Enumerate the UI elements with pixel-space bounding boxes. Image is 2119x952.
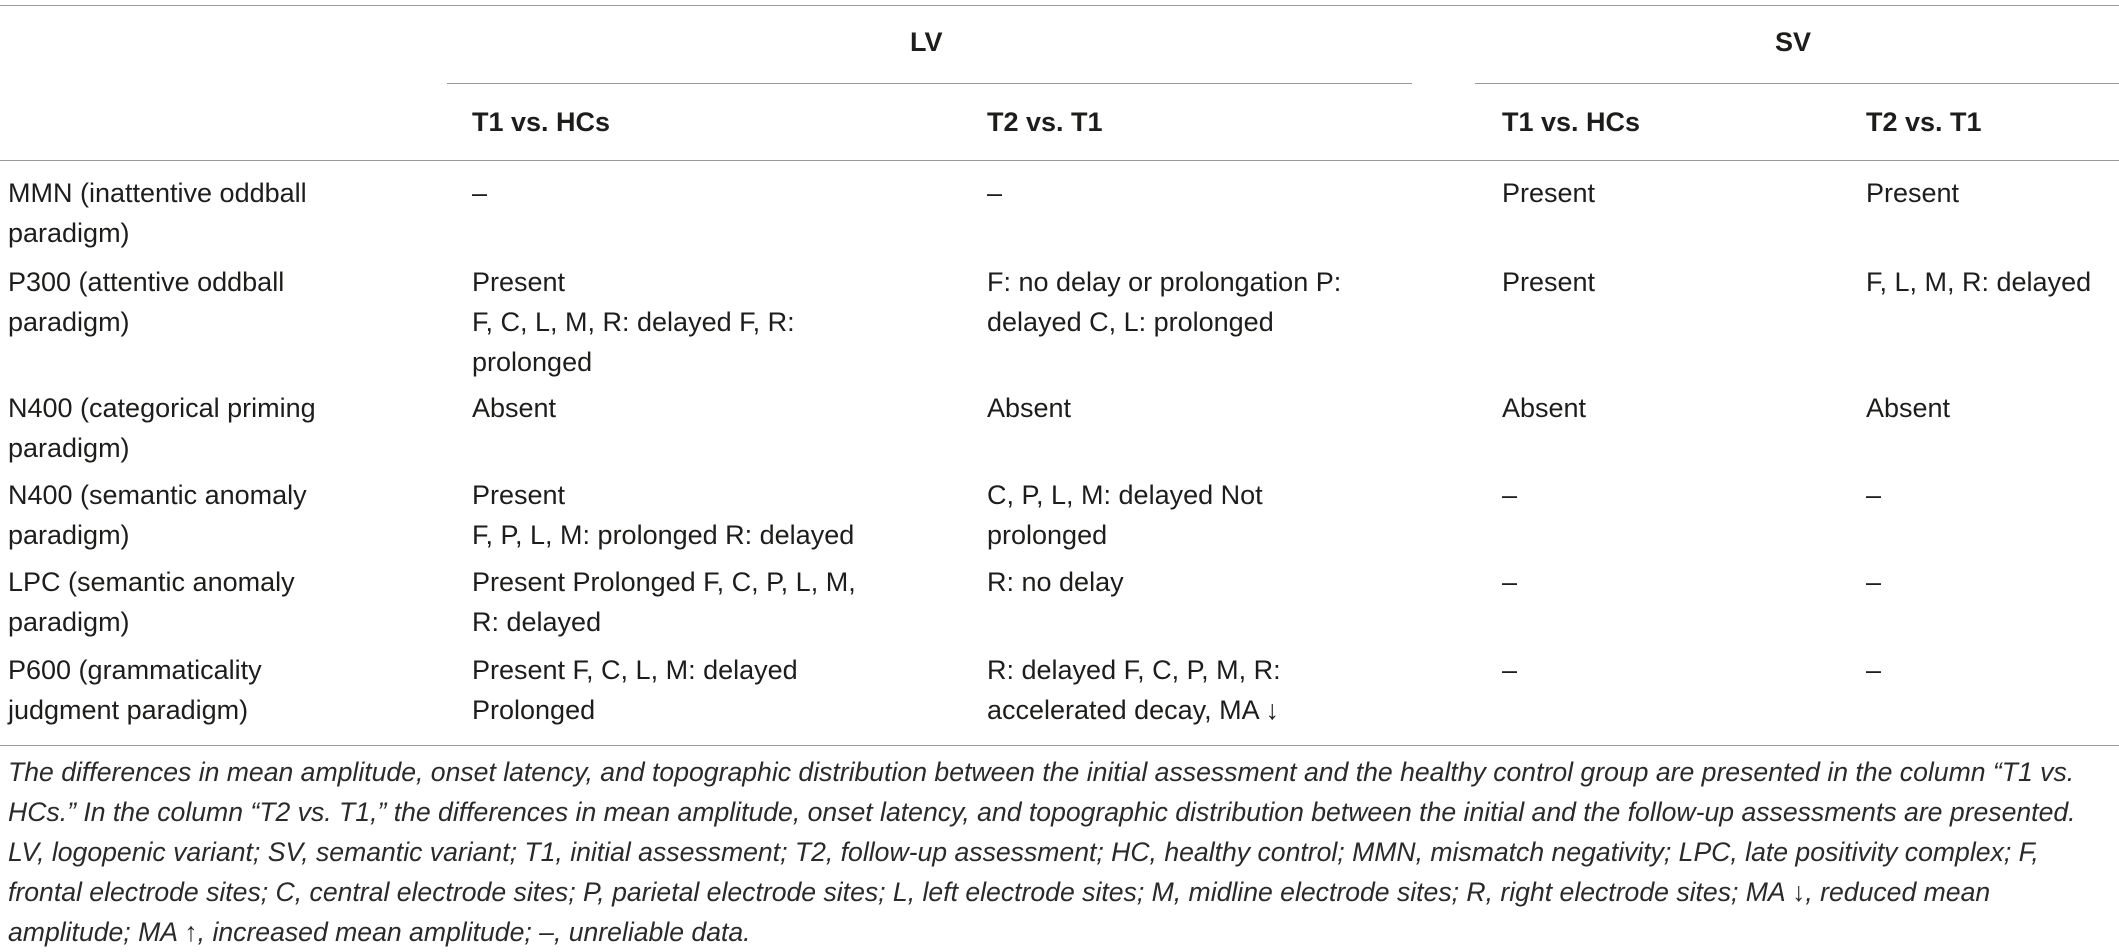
- row-label-n400-semantic: N400 (semantic anomaly paradigm): [8, 480, 307, 550]
- table-footnote: The differences in mean amplitude, onset latency, and topographic distribution between the initial assessment and the healthy control group are presented in the column “T1 vs. HCs.” In the column “T2 vs. T1,” the differences in mean amplitude, onset latency, and topographic distribution between the initial and the follow-up assessments are presented. LV, logopenic variant; SV, semantic variant; T1, initial assessment; T2, follow-up assessment; HC, healthy control; MMN, mismatch negativity; LPC, late positivity complex; F, frontal electrode sites; C, central electrode sites; P, parietal electrode sites; L, left electrode sites; M, midline electrode sites; R, right electrode sites; MA ↓, reduced mean amplitude; MA ↑, increased mean amplitude; –, unreliable data.: [8, 757, 2076, 947]
- cell-n400-sem-sv-t1-vs-hcs: –: [1502, 480, 1518, 510]
- column-header-sv-t2-vs-t1: T2 vs. T1: [1866, 107, 1982, 137]
- cell-lpc-lv-t1-vs-hcs: Present Prolonged F, C, P, L, M, R: delayed: [472, 567, 856, 637]
- cell-mmn-sv-t1-vs-hcs: Present: [1502, 178, 1596, 208]
- row-label-lpc: LPC (semantic anomaly paradigm): [8, 567, 295, 637]
- column-header-lv-t2-vs-t1: T2 vs. T1: [987, 107, 1103, 137]
- cell-p600-lv-t2-vs-t1: R: delayed F, C, P, M, R: accelerated decay, MA ↓: [987, 655, 1281, 725]
- cell-n400-sem-lv-t2-vs-t1: C, P, L, M: delayed Not prolonged: [987, 480, 1263, 550]
- cell-p300-sv-t1-vs-hcs: Present: [1502, 267, 1596, 297]
- cell-n400-cat-sv-t1-vs-hcs: Absent: [1502, 393, 1587, 423]
- cell-mmn-lv-t2-vs-t1: –: [987, 178, 1003, 208]
- cell-lpc-lv-t2-vs-t1: R: no delay: [987, 567, 1124, 597]
- cell-n400-sem-lv-t1-vs-hcs: Present F, P, L, M: prolonged R: delayed: [472, 480, 855, 550]
- cell-n400-cat-lv-t2-vs-t1: Absent: [987, 393, 1072, 423]
- column-header-sv-t1-vs-hcs: T1 vs. HCs: [1502, 107, 1641, 137]
- sv-group-underline: [1475, 83, 2119, 84]
- header-bottom-rule: [0, 160, 2119, 161]
- cell-p300-lv-t2-vs-t1: F: no delay or prolongation P: delayed C, L: prolonged: [987, 267, 1342, 337]
- cell-p300-sv-t2-vs-t1: F, L, M, R: delayed: [1866, 267, 2092, 297]
- table-bottom-rule: [0, 745, 2119, 746]
- row-label-p300: P300 (attentive oddball paradigm): [8, 267, 285, 337]
- cell-lpc-sv-t2-vs-t1: –: [1866, 567, 1882, 597]
- table-top-rule: [0, 5, 2119, 6]
- cell-p600-sv-t1-vs-hcs: –: [1502, 655, 1518, 685]
- group-header-lv: LV: [910, 27, 943, 57]
- lv-group-underline: [447, 83, 1412, 84]
- cell-mmn-sv-t2-vs-t1: Present: [1866, 178, 1960, 208]
- cell-p600-sv-t2-vs-t1: –: [1866, 655, 1882, 685]
- column-header-lv-t1-vs-hcs: T1 vs. HCs: [472, 107, 611, 137]
- row-label-p600: P600 (grammaticality judgment paradigm): [8, 655, 262, 725]
- cell-lpc-sv-t1-vs-hcs: –: [1502, 567, 1518, 597]
- cell-p600-lv-t1-vs-hcs: Present F, C, L, M: delayed Prolonged: [472, 655, 798, 725]
- cell-n400-sem-sv-t2-vs-t1: –: [1866, 480, 1882, 510]
- row-label-n400-categorical: N400 (categorical priming paradigm): [8, 393, 316, 463]
- cell-mmn-lv-t1-vs-hcs: –: [472, 178, 488, 208]
- cell-n400-cat-sv-t2-vs-t1: Absent: [1866, 393, 1951, 423]
- cell-n400-cat-lv-t1-vs-hcs: Absent: [472, 393, 557, 423]
- row-label-mmn: MMN (inattentive oddball paradigm): [8, 178, 307, 248]
- group-header-sv: SV: [1775, 27, 1812, 57]
- cell-p300-lv-t1-vs-hcs: Present F, C, L, M, R: delayed F, R: prolonged: [472, 267, 795, 377]
